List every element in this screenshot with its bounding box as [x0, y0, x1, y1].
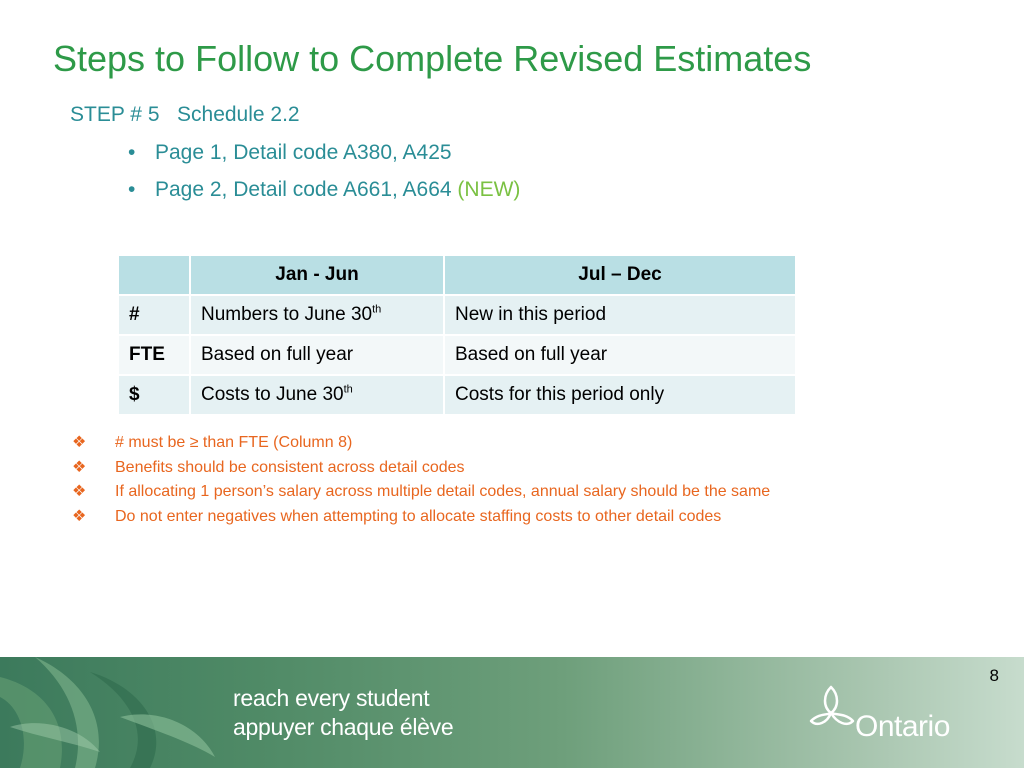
step-schedule: Schedule 2.2 [177, 103, 300, 126]
footer-slogan [233, 684, 453, 742]
bullet-text: Page 1, Detail code A380, A425 [155, 141, 452, 164]
header-cell-jan-jun: Jan - Jun [190, 255, 444, 295]
row-label: FTE [118, 335, 190, 375]
note-item [72, 433, 770, 458]
diamond-bullet-icon: ❖ [72, 507, 87, 525]
step-bullet-list [128, 140, 520, 214]
cell-jan-jun: Based on full year [190, 335, 444, 375]
step-bullet [128, 177, 520, 214]
trillium-icon [803, 677, 861, 739]
note-text: # must be ≥ than FTE (Column 8) [115, 434, 353, 451]
footer-banner [0, 657, 1024, 768]
cell-jan-jun: Numbers to June 30th [190, 295, 444, 335]
step-heading [70, 103, 300, 127]
diamond-bullet-icon: ❖ [72, 434, 87, 451]
note-text: Do not enter negatives when attempting to allocate staffing costs to other detail codes [115, 507, 722, 525]
bullet-text: Page 2, Detail code A661, A664 [155, 178, 452, 201]
note-item [72, 482, 770, 507]
slide-title: Steps to Follow to Complete Revised Estimates [53, 38, 812, 79]
notes-list [72, 433, 770, 531]
cell-jul-dec: Based on full year [444, 335, 796, 375]
cell-jul-dec: New in this period [444, 295, 796, 335]
note-item [72, 507, 770, 532]
step-bullet [128, 140, 520, 177]
row-label: $ [118, 375, 190, 415]
cell-jan-jun: Costs to June 30th [190, 375, 444, 415]
table-header-row [118, 255, 796, 295]
ontario-wordmark: Ontario [855, 710, 950, 743]
diamond-bullet-icon: ❖ [72, 458, 87, 476]
table-row [118, 335, 796, 375]
slogan-french: appuyer chaque élève [233, 714, 454, 740]
table-row [118, 295, 796, 335]
row-label: # [118, 295, 190, 335]
table-row [118, 375, 796, 415]
cell-jul-dec: Costs for this period only [444, 375, 796, 415]
diamond-bullet-icon: ❖ [72, 483, 87, 500]
bullet-dot-icon: • [128, 178, 136, 201]
leaf-graphic [0, 657, 230, 768]
new-tag: (NEW) [457, 178, 521, 201]
note-text: If allocating 1 person’s salary across multiple detail codes, annual salary should be the same [115, 483, 771, 500]
period-table [117, 254, 797, 416]
note-item [72, 458, 770, 483]
step-label: STEP # 5 [70, 103, 160, 126]
slogan-english: reach every student [233, 685, 430, 711]
header-cell-jul-dec: Jul – Dec [444, 255, 796, 295]
page-number: 8 [989, 666, 999, 685]
bullet-dot-icon: • [128, 141, 136, 164]
note-text: Benefits should be consistent across detail codes [115, 458, 465, 476]
header-cell-empty [118, 255, 190, 295]
